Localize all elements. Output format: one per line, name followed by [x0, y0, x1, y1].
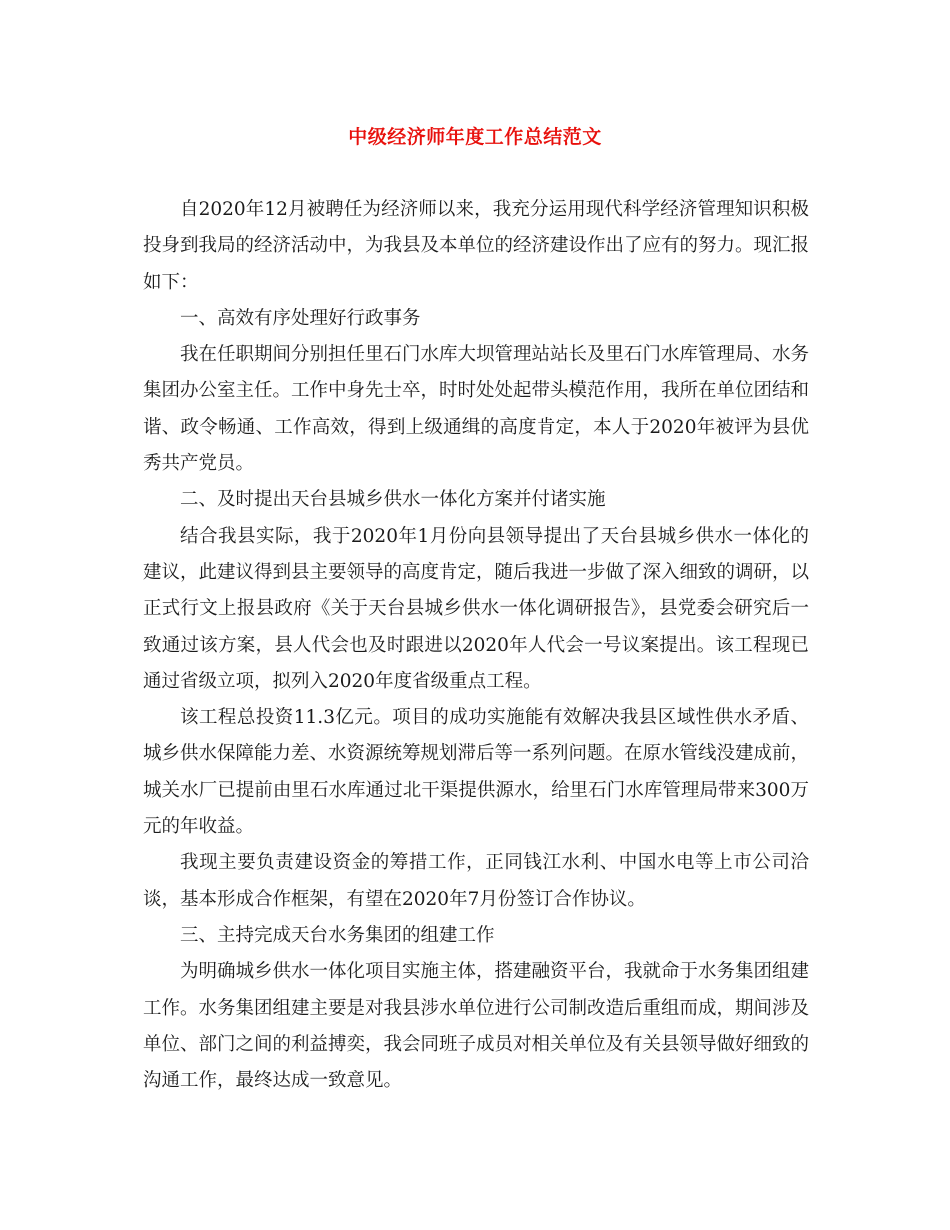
paragraph-section-1: 我在任职期间分别担任里石门水库大坝管理站站长及里石门水库管理局、水务集团办公室主任。工作中身先士卒，时时处处起带头模范作用，我所在单位团结和谐、政令畅通、工作高效，得到上级通缉的高度肯定，本人于2020年被评为县优秀共产党员。 — [143, 344, 810, 475]
paragraph-section-2b: 该工程总投资11.3亿元。项目的成功实施能有效解决我县区域性供水矛盾、城乡供水保障能力差、水资源统筹规划滞后等一系列问题。在原水管线没建成前，城关水厂已提前由里石水库通过北干渠提供源水，给里石门水库管理局带来300万元的年收益。 — [143, 707, 810, 838]
section-heading-1: 一、高效有序处理好行政事务 — [180, 307, 421, 329]
document-title: 中级经济师年度工作总结范文 — [348, 126, 602, 148]
section-heading-2: 二、及时提出天台县城乡供水一体化方案并付诸实施 — [180, 489, 606, 511]
paragraph-intro: 自2020年12月被聘任为经济师以来，我充分运用现代科学经济管理知识积极投身到我局的经济活动中，为我县及本单位的经济建设作出了应有的努力。现汇报如下： — [143, 199, 810, 293]
paragraph-section-2a: 结合我县实际，我于2020年1月份向县领导提出了天台县城乡供水一体化的建议，此建议得到县主要领导的高度肯定，随后我进一步做了深入细致的调研，以正式行文上报县政府《关于天台县城乡供水一体化调研报告》，县党委会研究后一致通过该方案，县人代会也及时跟进以2020年人代会一号议案提出。该工程现已通过省级立项，拟列入2020年度省级重点工程。 — [143, 525, 810, 692]
paragraph-section-3: 为明确城乡供水一体化项目实施主体，搭建融资平台，我就命于水务集团组建工作。水务集团组建主要是对我县涉水单位进行公司制改造后重组而成，期间涉及单位、部门之间的利益搏奕，我会同班子成员对相关单位及有关县领导做好细致的沟通工作，最终达成一致意见。 — [143, 961, 810, 1092]
document-body — [143, 192, 809, 1099]
paragraph-section-2c: 我现主要负责建设资金的筹措工作，正同钱江水利、中国水电等上市公司洽谈，基本形成合作框架，有望在2020年7月份签订合作协议。 — [143, 852, 809, 910]
section-heading-3: 三、主持完成天台水务集团的组建工作 — [180, 924, 495, 946]
